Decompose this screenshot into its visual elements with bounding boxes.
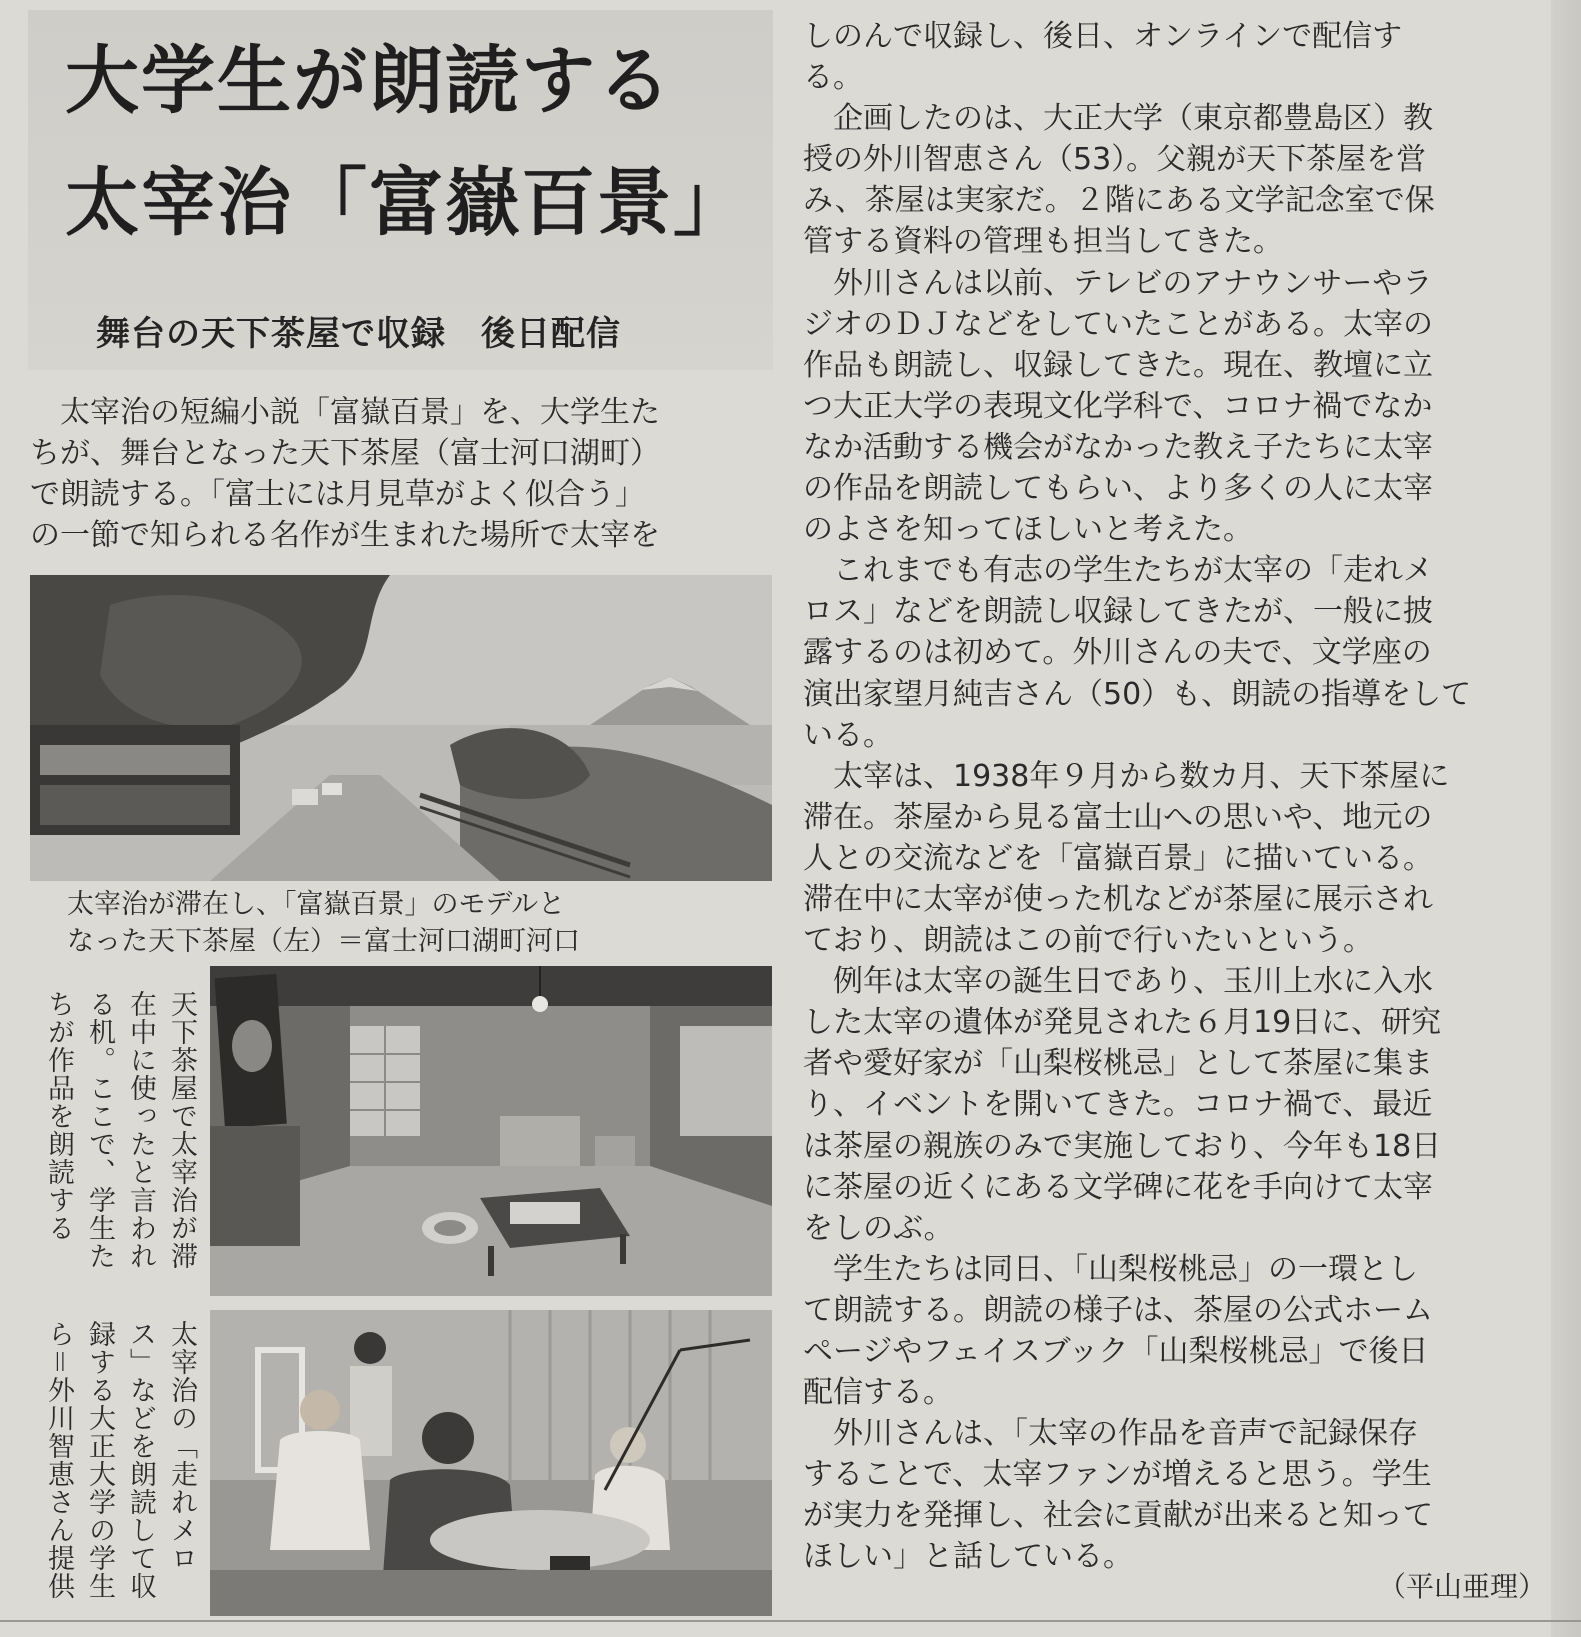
byline: （平山亜理）: [1378, 1570, 1547, 1603]
article-body-right-column: しのんで収録し、後日、オンラインで配信す る。 企画したのは、大正大学（東京都豊島区）教 授の外川智恵さん（53）。父親が天下茶屋を営 み、茶屋は実家だ。２階にある文学記念室で保 管する資料の管理も担当してきた。 外川さんは以前、テレビのアナウンサーやラ ジオのＤＪなどをしていたことがある。太宰の 作品も朗読し、収録してきた。現在、教壇に立 つ大正大学の表現文化学科で、コロナ禍でなか なか活動する機会がなかった教え子たちに太宰 の作品を朗読してもらい、より多くの人に太宰 のよさを知ってほしいと考えた。 これまでも有志の学生たちが太宰の「走れメ ロス」などを朗読し収録してきたが、一般に披 露するのは初めて。外川さんの夫で、文学座の 演出家望月純吉さん（50）も、朗読の指導をして いる。 太宰は、1938年９月から数カ月、天下茶屋に 滞在。茶屋から見る富士山への思いや、地元の 人との交流などを「富嶽百景」に描いている。 滞在中に太宰が使った机などが茶屋に展示され ており、朗読はこの前で行いたいという。 例年は太宰の誕生日であり、玉川上水に入水 した太宰の遺体が発見された６月19日に、研究 者や愛好家が「山梨桜桃忌」として茶屋に集ま り、イベントを開いてきた。コロナ禍で、最近 は茶屋の親族のみで実施しており、今年も18日 に茶屋の近くにある文学碑に花を手向けて太宰 をしのぶ。 学生たちは同日、「山梨桜桃忌」の一環とし て朗読する。朗読の様子は、茶屋の公式ホーム ページやフェイスブック「山梨桜桃忌」で後日 配信する。 外川さんは、「太宰の作品を音声で記録保存 することで、太宰ファンが増えると思う。学生 が実力を発揮し、社会に貢献が出来ると知って ほしい」と話している。: [803, 19, 1472, 1575]
sub-headline: 舞台の天下茶屋で収録 後日配信: [96, 314, 621, 354]
photo1-caption: 太宰治が滞在し、「富嶽百景」のモデルと なった天下茶屋（左）＝富士河口湖町河口: [67, 889, 580, 957]
photo-dazai-desk-room: [210, 966, 772, 1296]
headline-line-2: 太宰治「富嶽百景」: [65, 160, 749, 246]
photo-students-recording: [210, 1310, 772, 1616]
headline-line-1: 大学生が朗読する: [65, 38, 673, 124]
photo2-caption: 天下茶屋で太宰治が滞 在中に使ったと言われ る机。ここで、学生た ちが作品を朗読する: [43, 990, 197, 1270]
adjacent-article-edge: [1551, 0, 1581, 1637]
lead-paragraph: 太宰治の短編小説「富嶽百景」を、大学生た ちが、舞台となった天下茶屋（富士河口湖町） で朗読する。「富士には月見草がよく似合う」 の一節で知られる名作が生まれた場所で太宰を: [30, 395, 660, 554]
photo-tenka-chaya-landscape: [30, 575, 772, 881]
photo3-caption: 太宰治の「走れメロ ス」などを朗読して収 録する大正大学の学生 ら＝外川智恵さん提供: [43, 1320, 197, 1600]
bottom-rule: [0, 1620, 1581, 1622]
